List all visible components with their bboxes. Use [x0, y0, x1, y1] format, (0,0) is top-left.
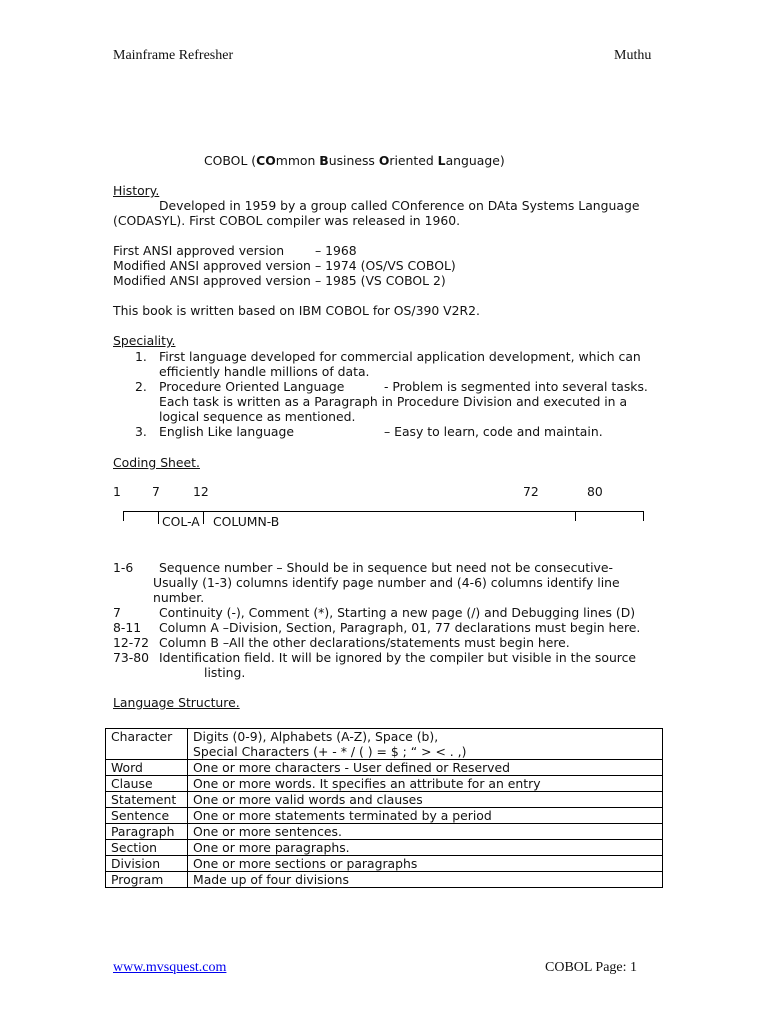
column-number: 7 [152, 484, 160, 499]
table-row [106, 808, 663, 824]
table-row [106, 729, 663, 760]
table-cell-desc [188, 729, 663, 760]
table-cell-line: Special Characters (+ - * / ( ) = $ ; “ > < . ,) [193, 744, 467, 759]
version-value: – 1974 (OS/VS COBOL) [315, 258, 456, 273]
coding-sheet-heading: Coding Sheet. [113, 455, 200, 470]
col-b-label: COLUMN-B [213, 514, 280, 529]
header-author: Muthu [614, 48, 652, 63]
footer-link[interactable]: www.mvsquest.com [113, 960, 227, 975]
history-line: Developed in 1959 by a group called COnference on DAta Systems Language [159, 198, 640, 213]
column-range: 73-80 [113, 650, 150, 665]
header-title: Mainframe Refresher [113, 48, 234, 63]
language-structure-heading: Language Structure. [113, 695, 240, 710]
list-number: 2. [135, 379, 147, 394]
table-cell-term: Program [106, 872, 188, 888]
table-cell-line: Digits (0-9), Alphabets (A-Z), Space (b), [193, 729, 439, 744]
table-row [106, 760, 663, 776]
table-cell-term: Paragraph [106, 824, 188, 840]
list-item: English Like language [159, 424, 295, 439]
table-cell-desc: One or more statements terminated by a period [188, 808, 663, 824]
list-item: Procedure Oriented Language [159, 379, 345, 394]
book-note: This book is written based on IBM COBOL for OS/390 V2R2. [113, 303, 480, 318]
table-cell-desc: One or more sections or paragraphs [188, 856, 663, 872]
column-number: 1 [113, 484, 121, 499]
table-cell-term: Clause [106, 776, 188, 792]
version-label: First ANSI approved version [113, 243, 285, 258]
table-cell-term: Word [106, 760, 188, 776]
list-number: 1. [135, 349, 147, 364]
table-cell-desc: One or more paragraphs. [188, 840, 663, 856]
col-a-label: COL-A [162, 514, 200, 529]
table-cell-term: Statement [106, 792, 188, 808]
column-number: 12 [193, 484, 209, 499]
version-value: – 1985 (VS COBOL 2) [315, 273, 446, 288]
version-label: Modified ANSI approved version [113, 273, 311, 288]
column-range: 7 [113, 605, 121, 620]
column-desc: Usually (1-3) columns identify page number and (4-6) columns identify line [153, 575, 620, 590]
table-cell-desc: One or more sentences. [188, 824, 663, 840]
list-item: First language developed for commercial application development, which can [159, 349, 641, 364]
table-row [106, 824, 663, 840]
history-line: (CODASYL). First COBOL compiler was released in 1960. [113, 213, 461, 228]
list-item: Each task is written as a Paragraph in Procedure Division and executed in a [159, 394, 628, 409]
column-range: 12-72 [113, 635, 150, 650]
table-cell-desc: One or more valid words and clauses [188, 792, 663, 808]
list-item: logical sequence as mentioned. [159, 409, 356, 424]
table-cell-term: Character [106, 729, 188, 760]
column-number: 72 [523, 484, 539, 499]
table-row [106, 872, 663, 888]
table-row [106, 792, 663, 808]
list-item: – Easy to learn, code and maintain. [384, 424, 603, 439]
table-cell-desc: One or more words. It specifies an attribute for an entry [188, 776, 663, 792]
version-value: – 1968 [315, 243, 357, 258]
list-item: efficiently handle millions of data. [159, 364, 370, 379]
table-cell-desc: Made up of four divisions [188, 872, 663, 888]
history-heading: History. [113, 183, 160, 198]
speciality-heading: Speciality. [113, 333, 176, 348]
list-number: 3. [135, 424, 147, 439]
column-number: 80 [587, 484, 603, 499]
list-item: - Problem is segmented into several tasks. [384, 379, 648, 394]
column-desc: Column B –All the other declarations/statements must begin here. [159, 635, 570, 650]
column-range: 1-6 [113, 560, 134, 575]
version-label: Modified ANSI approved version [113, 258, 311, 273]
column-desc: Continuity (-), Comment (*), Starting a new page (/) and Debugging lines (D) [159, 605, 636, 620]
column-desc: Sequence number – Should be in sequence but need not be consecutive- [159, 560, 613, 575]
table-cell-term: Division [106, 856, 188, 872]
page-title: COBOL (COmmon Business Oriented Language) [204, 153, 505, 168]
column-desc: listing. [204, 665, 246, 680]
page-number: COBOL Page: 1 [545, 960, 638, 975]
table-row [106, 840, 663, 856]
table-cell-term: Sentence [106, 808, 188, 824]
language-structure-table [105, 728, 663, 888]
column-desc: Identification field. It will be ignored by the compiler but visible in the source [159, 650, 637, 665]
column-desc: number. [153, 590, 205, 605]
column-desc: Column A –Division, Section, Paragraph, 01, 77 declarations must begin here. [159, 620, 641, 635]
table-cell-desc: One or more characters - User defined or Reserved [188, 760, 663, 776]
table-row [106, 776, 663, 792]
table-cell-term: Section [106, 840, 188, 856]
column-range: 8-11 [113, 620, 142, 635]
table-row [106, 856, 663, 872]
